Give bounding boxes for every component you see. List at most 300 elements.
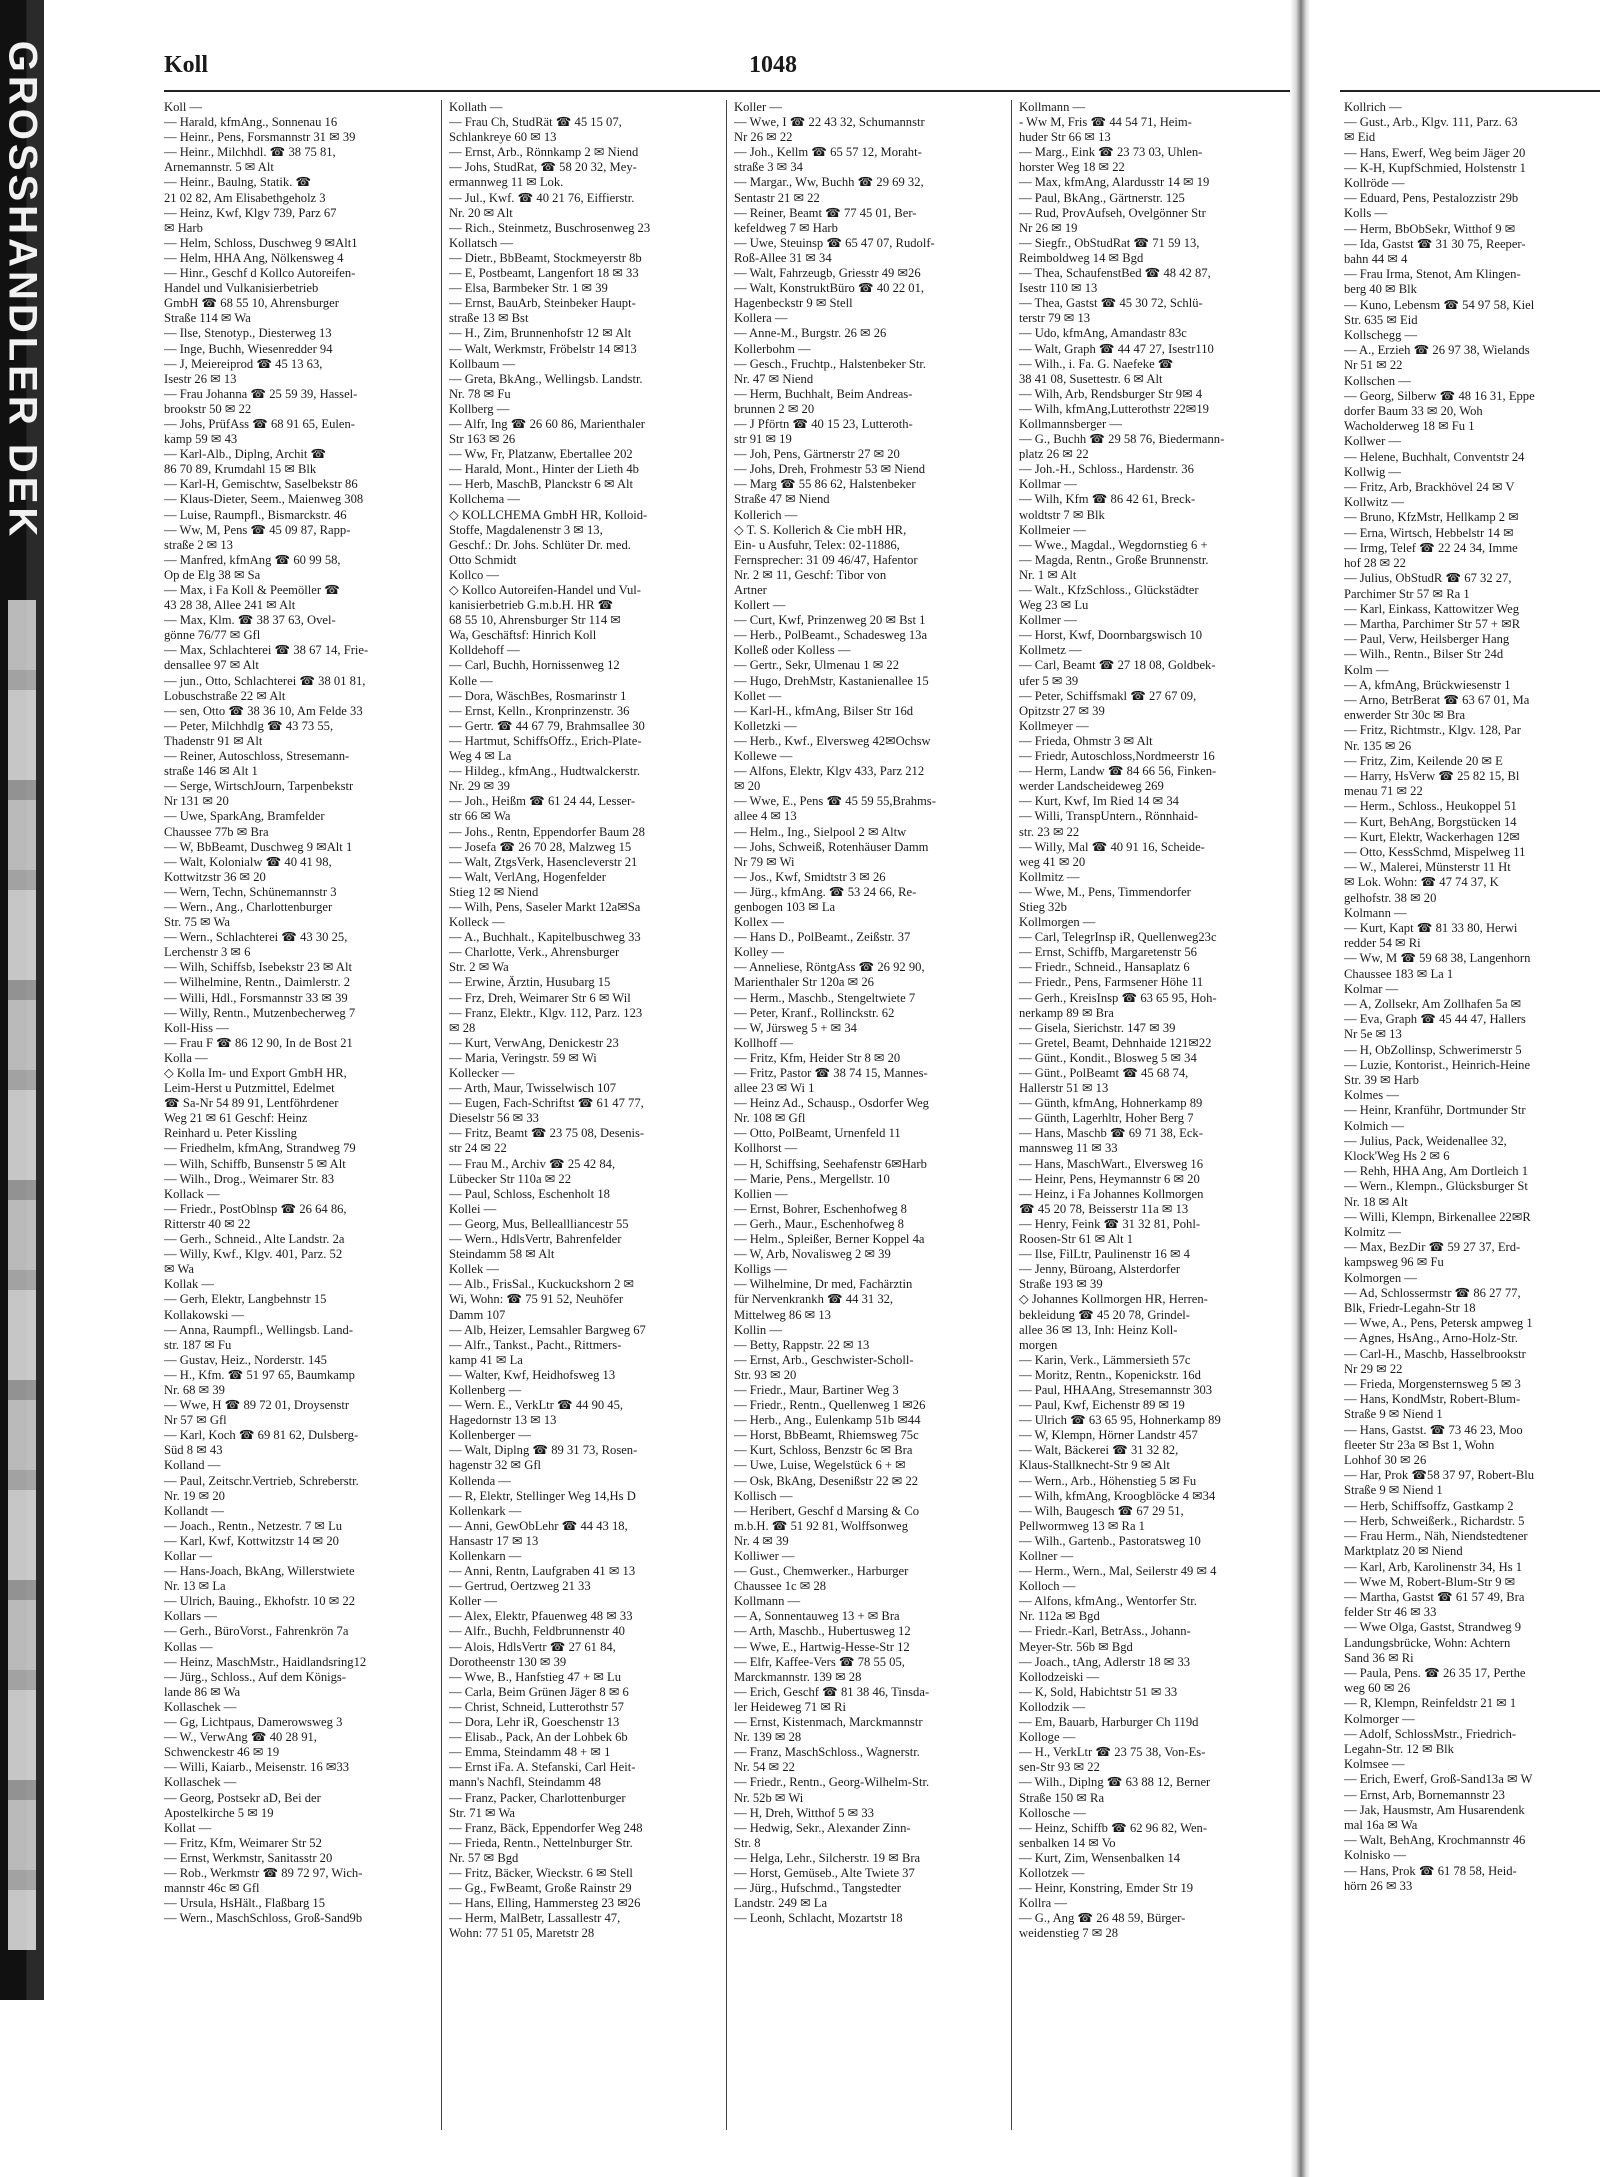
directory-entry: — Heinz, i Fa Johannes Kollmorgen — [1019, 1186, 1204, 1201]
book-spine — [0, 0, 44, 2000]
directory-entry: Lobuschstraße 22 ✉ Alt — [164, 688, 286, 703]
directory-entry: straße 13 ✉ Bst — [449, 311, 529, 326]
directory-entry: Str. 8 — [734, 1835, 761, 1850]
directory-entry: — Wern., HdlsVertr, Bahrenfelder — [449, 1232, 622, 1247]
directory-entry: — Frau F ☎ 86 12 90, In de Bost 21 — [164, 1035, 353, 1050]
directory-entry: Wi, Wohn: ☎ 75 91 52, Neuhöfer — [449, 1292, 624, 1307]
directory-entry: Stoffe, Magdalenenstr 3 ✉ 13, — [449, 522, 603, 537]
directory-entry: — Carla, Beim Grünen Jäger 8 ✉ 6 — [449, 1684, 629, 1699]
directory-entry: — Rud, ProvAufseh, Ovelgönner Str — [1019, 205, 1206, 220]
directory-entry: — Johs, Dreh, Frohmestr 53 ✉ Niend — [734, 462, 926, 477]
directory-entry: für Nervenkrankh ☎ 44 31 32, — [734, 1292, 894, 1307]
directory-entry: — Alfons, kfmAng., Wentorfer Str. — [1019, 1594, 1197, 1609]
directory-entry: Nr 5e ✉ 13 — [1344, 1027, 1402, 1042]
directory-entry: ◇ Kolla Im- und Export GmbH HR, — [164, 1066, 347, 1080]
directory-entry: — H, ObZollinsp, Schwerimerstr 5 — [1344, 1042, 1522, 1057]
directory-entry: — Udo, kfmAng, Amandastr 83c — [1019, 326, 1187, 341]
directory-entry: — Ilse, Stenotyp., Diesterweg 13 — [164, 326, 332, 341]
directory-entry: Otto Schmidt — [449, 552, 517, 567]
directory-entry: Marktplatz 20 ✉ Niend — [1344, 1544, 1463, 1559]
directory-entry: Wacholderweg 18 ✉ Fu 1 — [1344, 419, 1475, 434]
directory-entry: — Hans, Maschb ☎ 69 71 38, Eck- — [1019, 1126, 1203, 1141]
directory-entry: Klock'Weg Hs 2 ✉ 6 — [1344, 1149, 1450, 1164]
directory-entry: ✉ Lok. Wohn: ☎ 47 74 37, K — [1344, 875, 1499, 890]
directory-entry: Thadenstr 91 ✉ Alt — [164, 733, 263, 748]
directory-entry: straße 3 ✉ 34 — [734, 160, 803, 175]
surname-heading: Kolle — — [449, 673, 493, 688]
directory-entry: — Jenny, Büroang, Alsterdorfer — [1019, 1262, 1181, 1277]
directory-entry: — Fritz, Kfm, Heider Str 8 ✉ 20 — [734, 1050, 901, 1065]
directory-entry: — Kurt, Kapt ☎ 81 33 80, Herwi — [1344, 920, 1518, 935]
directory-entry: — Ernst, Arb., Geschwister-Scholl- — [734, 1352, 914, 1367]
surname-heading: Kollenda — — [449, 1473, 511, 1488]
directory-entry: — Julius, Pack, Weidenallee 32, — [1344, 1133, 1507, 1148]
directory-entry: ◇ KOLLCHEMA GmbH HR, Kolloid- — [449, 507, 648, 522]
directory-entry: — Carl, TelegrInsp iR, Quellenweg23c — [1019, 930, 1217, 945]
directory-entry: — Herm, Buchhalt, Beim Andreas- — [734, 386, 913, 401]
directory-entry: mannsweg 11 ✉ 33 — [1019, 1141, 1118, 1156]
directory-entry: huder Str 66 ✉ 13 — [1019, 130, 1111, 145]
directory-entry: — E, Postbeamt, Langenfort 18 ✉ 33 — [449, 266, 639, 281]
directory-entry: allee 36 ✉ 13, Inh: Heinz Koll- — [1019, 1322, 1178, 1337]
surname-heading: Kollco — — [449, 567, 500, 582]
directory-entry: — Gustav, Heiz., Norderstr. 145 — [164, 1352, 327, 1367]
surname-heading: Kolmitz — — [1344, 1225, 1402, 1240]
surname-heading: Kolligs — — [734, 1262, 787, 1277]
directory-entry: — Wilh, Arb, Rendsburger Str 9✉ 4 — [1019, 386, 1203, 401]
directory-entry: Parchimer Str 57 ✉ Ra 1 — [1344, 586, 1470, 601]
directory-entry: Stieg 32b — [1019, 899, 1067, 914]
directory-entry: — Georg, Postsekr aD, Bei der — [164, 1790, 321, 1805]
directory-entry: — Joh., Heißm ☎ 61 24 44, Lesser- — [449, 794, 636, 809]
directory-entry: — Hans, Gastst. ☎ 73 46 23, Moo — [1344, 1422, 1523, 1437]
surname-heading: Kolla — — [164, 1050, 208, 1065]
surname-heading: Kollodzik — — [1019, 1699, 1086, 1714]
directory-entry: — Dietr., BbBeamt, Stockmeyerstr 8b — [449, 250, 642, 265]
directory-entry: senbalken 14 ✉ Vo — [1019, 1835, 1116, 1850]
directory-entry: Str. 39 ✉ Harb — [1344, 1073, 1419, 1087]
directory-entry: woldtstr 7 ✉ Blk — [1019, 507, 1105, 522]
surname-heading: Kollath — — [449, 100, 503, 114]
surname-heading: Kollet — — [734, 688, 782, 703]
directory-entry: — Hans, KondMstr, Robert-Blum- — [1344, 1392, 1521, 1407]
directory-entry: — Wilh, Pens, Saseler Markt 12a✉Sa — [449, 899, 641, 914]
directory-entry: 43 28 38, Allee 241 ✉ Alt — [164, 598, 296, 613]
surname-heading: Kolland — — [164, 1458, 221, 1473]
directory-entry: — Helm., Spleißer, Berner Koppel 4a — [734, 1232, 925, 1247]
directory-entry: — Erich, Ewerf, Groß-Sand13a ✉ W — [1344, 1772, 1533, 1787]
directory-entry: — Uwe, Luise, Wegelstück 6 + ✉ — [734, 1458, 906, 1473]
directory-entry: — Fritz, Bäcker, Wieckstr. 6 ✉ Stell — [449, 1865, 633, 1880]
directory-entry: — Betty, Rappstr. 22 ✉ 13 — [734, 1337, 870, 1352]
directory-entry: — A, Zollsekr, Am Zollhafen 5a ✉ — [1344, 996, 1522, 1011]
directory-entry: Ein- u Ausfuhr, Telex: 02-11886, — [734, 537, 900, 552]
directory-entry: — Hartmut, SchiffsOffz., Erich-Plate- — [449, 733, 642, 748]
directory-entry: — A., Buchhalt., Kapitelbuschweg 33 — [449, 930, 641, 945]
directory-entry: Chaussee 77b ✉ Bra — [164, 824, 269, 839]
directory-entry: — Gerh, Elektr, Langbehnstr 15 — [164, 1292, 327, 1307]
directory-entry: Straße 114 ✉ Wa — [164, 311, 251, 326]
directory-entry: — Martha, Parchimer Str 57 + ✉R — [1344, 616, 1521, 631]
surname-heading: Kollex — — [734, 915, 785, 930]
directory-entry: hof 28 ✉ 22 — [1344, 556, 1406, 571]
directory-entry: — Wilh., Diplng ☎ 63 88 12, Berner — [1019, 1775, 1211, 1790]
directory-entry: str. 23 ✉ 22 — [1019, 824, 1080, 839]
directory-entry: — Rob., Werkmstr ☎ 89 72 97, Wich- — [164, 1865, 363, 1880]
directory-entry: gelhofstr. 38 ✉ 20 — [1344, 890, 1437, 905]
directory-entry: — Kurt, BehAng, Borgstücken 14 — [1344, 814, 1517, 829]
directory-entry: — Heinr., Pens, Forsmannstr 31 ✉ 39 — [164, 130, 356, 145]
directory-entry: — W, Jürsweg 5 + ✉ 34 — [734, 1020, 857, 1035]
directory-entry: Nr. 68 ✉ 39 — [164, 1382, 225, 1397]
book-gutter — [1290, 0, 1310, 2177]
surname-heading: Kollrich — — [1344, 100, 1402, 114]
directory-entry: — Julius, ObStudR ☎ 67 32 27, — [1344, 571, 1512, 586]
directory-entry: Nr 51 ✉ 22 — [1344, 358, 1403, 373]
surname-heading: Kolm — — [1344, 662, 1389, 677]
directory-entry: — Willy, Kwf., Klgv. 401, Parz. 52 — [164, 1247, 343, 1262]
directory-entry: Nr. 54 ✉ 22 — [734, 1760, 795, 1775]
directory-entry: — Wwe M, Robert-Blum-Str 9 ✉ — [1344, 1574, 1516, 1589]
directory-entry: — Arno, BetrBerat ☎ 63 67 01, Ma — [1344, 692, 1530, 707]
directory-entry: — Fritz, Kfm, Weimarer Str 52 — [164, 1835, 322, 1850]
directory-entry: — Christ, Schneid, Lutterothstr 57 — [449, 1699, 624, 1714]
surname-heading: Kollakowski — — [164, 1307, 245, 1322]
directory-entry: Nr. 1 ✉ Alt — [1019, 567, 1077, 582]
directory-entry: — Joh., Kellm ☎ 65 57 12, Moraht- — [734, 145, 922, 160]
directory-entry: — W., VerwAng ☎ 40 28 91, — [164, 1730, 317, 1745]
directory-entry: — Walt., KfzSchloss., Glückstädter — [1019, 583, 1199, 597]
directory-entry: — Hedwig, Sekr., Alexander Zinn- — [734, 1820, 911, 1835]
directory-entry: — Martha, Gastst ☎ 61 57 49, Bra — [1344, 1589, 1525, 1604]
directory-entry: ◇ Johannes Kollmorgen HR, Herren- — [1019, 1292, 1208, 1307]
directory-entry: densallee 97 ✉ Alt — [164, 658, 259, 673]
surname-heading: Kollenkarn — — [449, 1549, 522, 1563]
directory-entry: ler Heideweg 71 ✉ Ri — [734, 1699, 846, 1714]
directory-entry: — Gerh., Schneid., Alte Landstr. 2a — [164, 1232, 345, 1247]
directory-entry: Nr. 13 ✉ La — [164, 1579, 226, 1594]
surname-heading: Kollra — — [1019, 1896, 1067, 1911]
directory-entry: kefeldweg 7 ✉ Harb — [734, 220, 838, 235]
surname-heading: Kollaschek — — [164, 1775, 237, 1790]
directory-entry: — Johs, StudRat, ☎ 58 20 32, Mey- — [449, 160, 637, 175]
directory-entry: — Gretel, Beamt, Dehnhaide 121✉22 — [1019, 1035, 1212, 1050]
surname-heading: Kollodzeiski — — [1019, 1669, 1100, 1684]
directory-entry: — Erwine, Ärztin, Husubarg 15 — [449, 975, 611, 990]
directory-entry: — Ursula, HsHält., Flaßbarg 15 — [164, 1896, 326, 1911]
directory-entry: — Walt, BehAng, Krochmannstr 46 — [1344, 1833, 1526, 1848]
directory-entry: — Kurt, Kwf, Im Ried 14 ✉ 34 — [1019, 794, 1179, 809]
directory-entry: terstr 79 ✉ 13 — [1019, 311, 1091, 326]
directory-entry: Marckmannstr. 139 ✉ 28 — [734, 1669, 862, 1684]
directory-entry: — Karin, Verk., Lämmersieth 57c — [1019, 1352, 1191, 1367]
directory-entry: — Greta, BkAng., Wellingsb. Landstr. — [449, 371, 643, 386]
directory-entry: mal 16a ✉ Wa — [1344, 1817, 1418, 1832]
directory-entry: — W, Arb, Novalisweg 2 ✉ 39 — [734, 1247, 891, 1262]
column-1 — [164, 100, 434, 2130]
column-2 — [449, 100, 719, 2130]
right-page — [1310, 0, 1600, 2177]
directory-entry: — Jul., Kwf. ☎ 40 21 76, Eiffierstr. — [449, 190, 635, 205]
surname-heading: Kollschen — — [1344, 373, 1411, 388]
surname-heading: Kollhorst — — [734, 1141, 798, 1156]
directory-entry: — Gertr., Sekr, Ulmenau 1 ✉ 22 — [734, 658, 899, 673]
directory-entry: — Kurt, Schloss, Benzstr 6c ✉ Bra — [734, 1443, 913, 1458]
directory-entry: Schlankreye 60 ✉ 13 — [449, 130, 557, 145]
directory-entry: fleeter Str 23a ✉ Bst 1, Wohn — [1344, 1437, 1495, 1452]
directory-entry: horster Weg 18 ✉ 22 — [1019, 160, 1125, 175]
directory-entry: Straße 47 ✉ Niend — [734, 492, 830, 507]
directory-entry: — Ernst, Bohrer, Eschenhofweg 8 — [734, 1201, 907, 1216]
surname-heading: Kolls — — [1344, 206, 1388, 221]
directory-entry: Chaussee 1c ✉ 28 — [734, 1579, 827, 1594]
directory-entry: — Frau Irma, Stenot, Am Klingen- — [1344, 267, 1521, 282]
directory-entry: Leim-Herst u Putzmittel, Edelmet — [164, 1081, 335, 1096]
directory-entry: Str 163 ✉ 26 — [449, 432, 516, 447]
directory-entry: — Carl, Buchh, Hornissenweg 12 — [449, 658, 620, 673]
directory-entry: — Herb, Schiffsoffz, Gastkamp 2 — [1344, 1498, 1514, 1513]
directory-entry: — Ww, Fr, Platzanw, Ebertallee 202 — [449, 447, 633, 462]
surname-heading: Kollandt — — [164, 1503, 224, 1518]
directory-entry: — Wern., Klempn., Glücksburger St — [1344, 1179, 1528, 1194]
directory-entry: — Gg, Lichtpaus, Damerowsweg 3 — [164, 1715, 343, 1730]
directory-entry: Nr. 135 ✉ 26 — [1344, 738, 1412, 753]
surname-heading: Kolley — — [734, 945, 785, 960]
directory-entry: — Heinz, Kwf, Klgv 739, Parz 67 — [164, 205, 337, 220]
directory-entry: — sen, Otto ☎ 38 36 10, Am Felde 33 — [164, 703, 363, 718]
directory-entry: genbogen 103 ✉ La — [734, 899, 836, 914]
directory-entry: — Moritz, Rentn., Kopenickstr. 16d — [1019, 1367, 1201, 1382]
directory-entry: Straße 9 ✉ Niend 1 — [1344, 1407, 1443, 1422]
directory-entry: Pellwormweg 13 ✉ Ra 1 — [1019, 1518, 1145, 1533]
surname-heading: Kollak — — [164, 1277, 215, 1292]
directory-entry: — Jürg., Hufschmd., Tangstedter — [734, 1881, 901, 1896]
directory-entry: — Max, Klm. ☎ 38 37 63, Ovel- — [164, 613, 336, 628]
spine-band — [8, 600, 36, 1950]
directory-entry: — Johs, Schweiß, Rotenhäuser Damm — [734, 839, 929, 854]
directory-entry: — Kurt, Elektr, Wackerhagen 12✉ — [1344, 829, 1520, 844]
directory-entry: — Frau Johanna ☎ 25 59 39, Hassel- — [164, 386, 358, 401]
directory-entry: menau 71 ✉ 22 — [1344, 784, 1423, 799]
directory-entry: — Marg ☎ 55 86 62, Halstenbeker — [734, 477, 916, 492]
directory-entry: — Wilh, kfmAng,Lutterothstr 22✉19 — [1019, 401, 1209, 416]
directory-entry: str. 187 ✉ Fu — [164, 1337, 232, 1352]
directory-entry: enwerder Str 30c ✉ Bra — [1344, 708, 1466, 723]
directory-entry: — Gust., Chemwerker., Harburger — [734, 1564, 909, 1579]
directory-entry: — Jürg., kfmAng. ☎ 53 24 66, Re- — [734, 884, 917, 899]
directory-entry: — Wwe, I ☎ 22 43 32, Schumannstr — [734, 115, 925, 130]
directory-entry: — Wilh., Drog., Weimarer Str. 83 — [164, 1171, 335, 1186]
surname-heading: Kollar — — [164, 1549, 212, 1563]
directory-entry: — Karl-H, Gemischtw, Saselbekstr 86 — [164, 477, 358, 492]
directory-entry: — Herm, Landw ☎ 84 66 56, Finken- — [1019, 764, 1217, 779]
directory-entry: — Wilh, Baugesch ☎ 67 29 51, — [1019, 1503, 1184, 1518]
directory-entry: — Wern., Arb., Höhenstieg 5 ✉ Fu — [1019, 1473, 1197, 1488]
directory-entry: — Adolf, SchlossMstr., Friedrich- — [1344, 1726, 1517, 1741]
directory-entry: Nr. 108 ✉ Gfl — [734, 1111, 806, 1126]
directory-entry: lande 86 ✉ Wa — [164, 1684, 241, 1699]
surname-heading: Kolmich — — [1344, 1118, 1404, 1133]
directory-entry: — Willy, Rentn., Mutzenbecherweg 7 — [164, 1005, 356, 1020]
directory-entry: Nr. 112a ✉ Bgd — [1019, 1609, 1100, 1624]
directory-entry: — Wern., Schlachterei ☎ 43 30 25, — [164, 930, 348, 945]
directory-entry: — Heinz, Schiffb ☎ 62 96 82, Wen- — [1019, 1820, 1208, 1835]
directory-entry: — Karl, Einkass, Kattowitzer Weg — [1344, 601, 1520, 616]
directory-entry: — Paul, Schloss, Eschenholt 18 — [449, 1186, 610, 1201]
directory-entry: Apostelkirche 5 ✉ 19 — [164, 1805, 274, 1820]
directory-entry: Weg 21 ✉ 61 Geschf: Heinz — [164, 1111, 308, 1126]
directory-entry: — Anna, Raumpfl., Wellingsb. Land- — [164, 1322, 354, 1337]
directory-entry: str 66 ✉ Wa — [449, 809, 511, 824]
directory-entry: — A, Sonnentauweg 13 + ✉ Bra — [734, 1609, 900, 1624]
directory-entry: — Anne-M., Burgstr. 26 ✉ 26 — [734, 326, 887, 341]
surname-heading: Kollmorgen — — [1019, 915, 1096, 930]
directory-entry: — Karl, Koch ☎ 69 81 62, Dulsberg- — [164, 1428, 359, 1443]
directory-entry: weidenstieg 7 ✉ 28 — [1019, 1926, 1119, 1941]
directory-entry: — Ernst, Schiffb, Margaretenstr 56 — [1019, 945, 1197, 960]
page-number: 1048 — [749, 52, 797, 78]
directory-entry: — W, BbBeamt, Duschweg 9 ✉Alt 1 — [164, 839, 353, 854]
directory-entry: Hansastr 17 ✉ 13 — [449, 1533, 539, 1548]
directory-entry: — Gertrud, Oertzweg 21 33 — [449, 1579, 591, 1594]
surname-heading: Kolletzki — — [734, 718, 797, 733]
directory-entry: Straße 193 ✉ 39 — [1019, 1277, 1103, 1292]
directory-entry: — G., Ang ☎ 26 48 59, Bürger- — [1019, 1911, 1186, 1926]
directory-entry: — Ernst, Arb, Bornemannstr 23 — [1344, 1787, 1505, 1802]
directory-entry: Klaus-Stallknecht-Str 9 ✉ Alt — [1019, 1458, 1170, 1473]
directory-entry: — Herb., Kwf., Elversweg 42✉Ochsw — [734, 733, 931, 748]
directory-entry: — Manfred, kfmAng ☎ 60 99 58, — [164, 552, 341, 567]
directory-entry: — Marg., Eink ☎ 23 73 03, Uhlen- — [1019, 145, 1203, 160]
surname-heading: Kolloge — — [1019, 1730, 1076, 1745]
directory-entry: — Alois, HdlsVertr ☎ 27 61 84, — [449, 1639, 616, 1654]
directory-entry: — Uwe, Steuinsp ☎ 65 47 07, Rudolf- — [734, 235, 935, 250]
directory-entry: — Frau Ch, StudRät ☎ 45 15 07, — [449, 115, 622, 130]
directory-entry: Landstr. 249 ✉ La — [734, 1896, 828, 1911]
directory-entry: — Heinr, Kranführ, Dortmunder Str — [1344, 1103, 1526, 1118]
directory-entry: — Friedr., Rentn., Quellenweg 1 ✉26 — [734, 1398, 926, 1413]
directory-entry: — Jak, Hausmstr, Am Husarendenk — [1344, 1802, 1525, 1817]
directory-entry: Kottwitzstr 36 ✉ 20 — [164, 869, 266, 884]
directory-entry: — Franz, Packer, Charlottenburger — [449, 1790, 626, 1805]
directory-entry: Sentastr 21 ✉ 22 — [734, 190, 820, 205]
directory-entry: 21 02 82, Am Elisabethgeholz 3 — [164, 190, 326, 205]
directory-entry: — Friedr., Maur, Bartiner Weg 3 — [734, 1382, 899, 1397]
directory-entry: — Agnes, HsAng., Arno-Holz-Str. — [1344, 1331, 1518, 1346]
directory-entry: Lübecker Str 110a ✉ 22 — [449, 1171, 571, 1186]
directory-entry: — Wilhelmine, Rentn., Daimlerstr. 2 — [164, 975, 351, 990]
surname-heading: Kollerich — — [734, 507, 798, 522]
directory-columns — [164, 100, 1309, 2130]
directory-entry: ✉ Eid — [1344, 130, 1376, 145]
directory-entry: — Fritz, Zim, Keilende 20 ✉ E — [1344, 753, 1503, 768]
directory-entry: — Ernst, Kistenmach, Marckmannstr — [734, 1715, 923, 1730]
directory-entry: — W., Malerei, Münsterstr 11 Ht — [1344, 860, 1511, 875]
directory-entry: — Wwe Olga, Gastst, Strandweg 9 — [1344, 1620, 1522, 1635]
directory-entry: — Paul, BkAng., Gärtnerstr. 125 — [1019, 190, 1185, 205]
directory-entry: — Friedhelm, kfmAng, Strandweg 79 — [164, 1141, 356, 1156]
directory-entry: — Gg., FwBeamt, Große Rainstr 29 — [449, 1881, 632, 1896]
directory-entry: — Ernst, BauArb, Steinbeker Haupt- — [449, 296, 636, 311]
directory-entry: — Irmg, Telef ☎ 22 24 34, Imme — [1344, 540, 1518, 555]
directory-entry: — Rehh, HHA Ang, Am Dortleich 1 — [1344, 1164, 1528, 1179]
directory-entry: — Ww, M ☎ 59 68 38, Langenhorn — [1344, 951, 1531, 966]
column-3 — [734, 100, 1004, 2130]
surname-heading: Kollecker — — [449, 1066, 515, 1080]
directory-entry: — Willi, Kaiarb., Meisenstr. 16 ✉33 — [164, 1760, 350, 1775]
directory-entry: Marienthaler Str 120a ✉ 26 — [734, 975, 874, 990]
directory-entry: — Helene, Buchhalt, Conventstr 24 — [1344, 449, 1525, 464]
directory-entry: — Max, BezDir ☎ 59 27 37, Erd- — [1344, 1240, 1521, 1255]
directory-entry: — Peter, Kranf., Rollinckstr. 62 — [734, 1005, 895, 1020]
directory-entry: kamp 59 ✉ 43 — [164, 432, 238, 447]
directory-entry: — Eva, Graph ☎ 45 44 47, Hallers — [1344, 1012, 1526, 1027]
directory-entry: redder 54 ✉ Ri — [1344, 936, 1421, 951]
directory-entry: Nr. 18 ✉ Alt — [1344, 1194, 1408, 1209]
directory-entry: Opitzstr 27 ✉ 39 — [1019, 703, 1105, 718]
directory-entry: Sand 36 ✉ Ri — [1344, 1650, 1414, 1665]
directory-entry: — Willi, Hdl., Forsmannstr 33 ✉ 39 — [164, 990, 348, 1005]
directory-entry: ☎ Sa-Nr 54 89 91, Lentföhrdener — [164, 1096, 339, 1111]
directory-entry: — Ww, M, Pens ☎ 45 09 87, Rapp- — [164, 522, 351, 537]
surname-heading: Kollat — — [164, 1820, 212, 1835]
directory-entry: — Wwe, M., Pens, Timmendorfer — [1019, 884, 1191, 899]
directory-entry: — Gerh., Maur., Eschenhofweg 8 — [734, 1216, 904, 1231]
directory-entry: — Gisela, Sierichstr. 147 ✉ 39 — [1019, 1020, 1176, 1035]
directory-entry: — Helm., Ing., Sielpool 2 ✉ Altw — [734, 824, 907, 839]
directory-entry: — Ernst, Arb., Rönnkamp 2 ✉ Niend — [449, 145, 639, 160]
directory-entry: — H., Kfm. ☎ 51 97 65, Baumkamp — [164, 1367, 355, 1382]
directory-entry: — Herm, MalBetr, Lassallestr 47, — [449, 1911, 621, 1926]
directory-entry: — jun., Otto, Schlachterei ☎ 38 01 81, — [164, 673, 366, 688]
surname-heading: Kollek — — [449, 1262, 500, 1277]
directory-entry: — Hinr., Geschf d Kollco Autoreifen- — [164, 266, 356, 281]
surname-heading: Kolmorgen — — [1344, 1270, 1417, 1285]
column-divider — [441, 100, 442, 2130]
column-4 — [1019, 100, 1289, 2130]
directory-entry: Nr. 78 ✉ Fu — [449, 386, 511, 401]
directory-entry: — Willi, Klempn, Birkenallee 22✉R — [1344, 1209, 1531, 1224]
directory-entry: — Magda, Rentn., Große Brunnenstr. — [1019, 552, 1209, 567]
directory-entry: — Paul, Verw, Heilsberger Hang — [1344, 632, 1510, 647]
directory-entry: — Georg, Silberw ☎ 48 16 31, Eppe — [1344, 388, 1535, 403]
directory-entry: Nr 131 ✉ 20 — [164, 794, 229, 809]
directory-entry: — Hans D., PolBeamt., Zeißstr. 37 — [734, 930, 911, 945]
directory-entry: Nr. 2 ✉ 11, Geschf: Tibor von — [734, 567, 887, 582]
directory-entry: weg 60 ✉ 26 — [1344, 1681, 1411, 1696]
directory-entry: — Peter, Milchhdlg ☎ 43 73 55, — [164, 718, 334, 733]
directory-entry: Dieselstr 56 ✉ 33 — [449, 1111, 539, 1126]
directory-entry: — Elisab., Pack, An der Lohbek 6b — [449, 1730, 628, 1745]
directory-entry: — H, Dreh, Witthof 5 ✉ 33 — [734, 1805, 874, 1820]
directory-entry: — Walt, KonstruktBüro ☎ 40 22 01, — [734, 281, 925, 296]
directory-entry: — Frieda, Rentn., Nettelnburger Str. — [449, 1835, 633, 1850]
directory-entry: — Kuno, Lebensm ☎ 54 97 58, Kiel — [1344, 297, 1535, 312]
directory-entry: — Helga, Lehr., Silcherstr. 19 ✉ Bra — [734, 1850, 921, 1865]
directory-entry: — Frz, Dreh, Weimarer Str 6 ✉ Wil — [449, 990, 631, 1005]
directory-entry: — Joach., Rentn., Netzestr. 7 ✉ Lu — [164, 1518, 343, 1533]
surname-heading: Kolmorger — — [1344, 1711, 1415, 1726]
directory-entry: — Fritz, Arb, Brackhövel 24 ✉ V — [1344, 480, 1515, 495]
directory-entry: — Dora, Lehr iR, Goeschenstr 13 — [449, 1715, 620, 1730]
directory-entry: — Kurt, VerwAng, Denickestr 23 — [449, 1035, 619, 1050]
directory-entry: ✉ 28 — [449, 1020, 476, 1035]
directory-entry: — Joh, Pens, Gärtnerstr 27 ✉ 20 — [734, 447, 900, 462]
directory-entry: ermannweg 11 ✉ Lok. — [449, 175, 564, 190]
directory-entry: Isestr 110 ✉ 13 — [1019, 281, 1098, 296]
directory-entry: Nr. 57 ✉ Bgd — [449, 1850, 519, 1865]
directory-entry: Mittelweg 86 ✉ 13 — [734, 1307, 831, 1322]
